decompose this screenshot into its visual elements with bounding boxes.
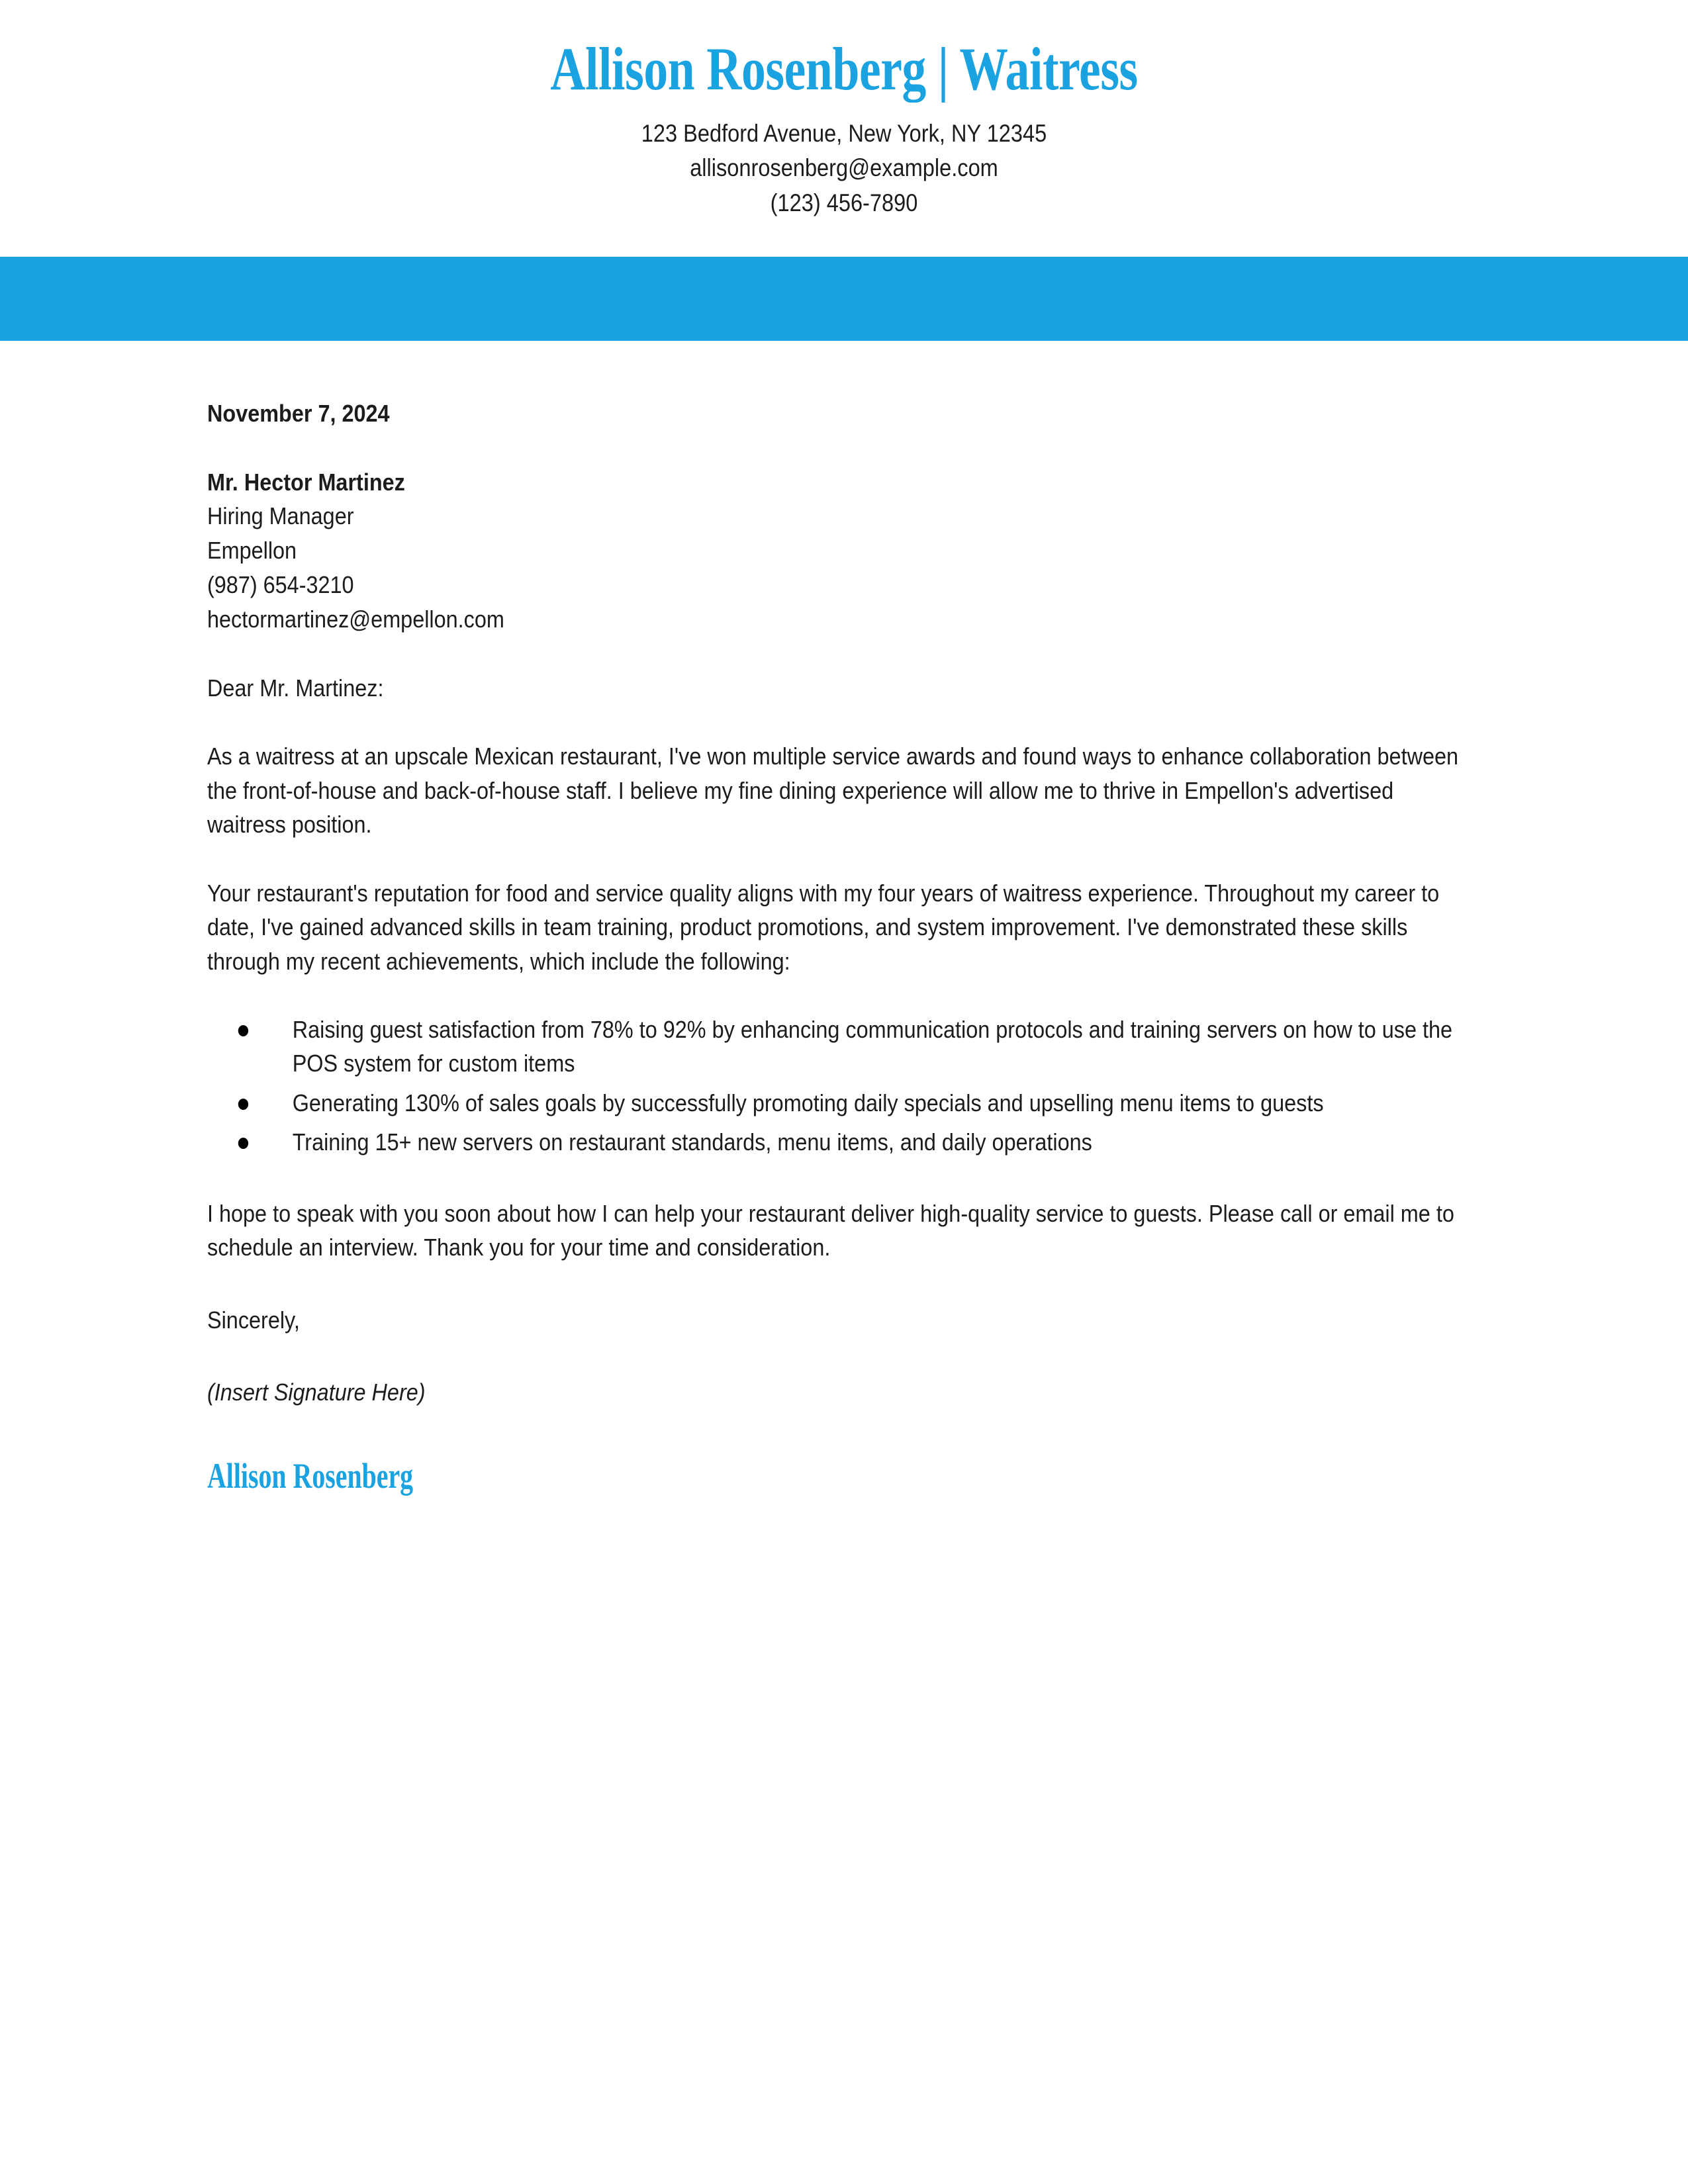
recipient-phone: (987) 654-3210 bbox=[207, 571, 354, 599]
contact-email: allisonrosenberg@example.com bbox=[690, 154, 998, 182]
contact-info-block bbox=[101, 116, 1587, 221]
body-paragraph-1: As a waitress at an upscale Mexican restaurant, I've won multiple service awards and found ways to enhance collaboration between the front-of-house and back-of-house staff. I believe my fine dining experience will allow me to thrive in Empellon's advertised waitress position. bbox=[207, 743, 1459, 839]
list-item bbox=[207, 1125, 1473, 1159]
bullet-point-icon bbox=[238, 1025, 248, 1036]
letter-date: November 7, 2024 bbox=[207, 400, 390, 428]
bullet-point-icon bbox=[238, 1138, 248, 1149]
body-paragraph-2: Your restaurant's reputation for food and service quality aligns with my four years of waitress experience. Throughout my career to date, I've gained advanced skills in team training, product promotions, and system improvement. I've demonstrated these skills through my recent achievements, which include the following: bbox=[207, 879, 1440, 975]
list-item-text: Generating 130% of sales goals by successfully promoting daily specials and upselling menu items to guests bbox=[292, 1089, 1324, 1116]
salutation: Dear Mr. Martinez: bbox=[207, 674, 384, 702]
list-item bbox=[207, 1086, 1473, 1120]
list-item-text: Raising guest satisfaction from 78% to 92% by enhancing communication protocols and training servers on how to use the POS system for custom items bbox=[292, 1016, 1453, 1077]
signoff: Sincerely, bbox=[207, 1306, 300, 1334]
recipient-company: Empellon bbox=[207, 537, 297, 565]
letter-body bbox=[0, 341, 1688, 1502]
achievements-list bbox=[207, 1013, 1473, 1160]
accent-banner bbox=[0, 257, 1688, 341]
recipient-email: hectormartinez@empellon.com bbox=[207, 605, 504, 633]
letterhead-header bbox=[0, 0, 1688, 220]
list-item bbox=[207, 1013, 1473, 1081]
recipient-name: Mr. Hector Martinez bbox=[207, 468, 405, 496]
page-title: Allison Rosenberg | Waitress bbox=[550, 35, 1138, 103]
recipient-job-title: Hiring Manager bbox=[207, 502, 354, 530]
signature-placeholder: (Insert Signature Here) bbox=[207, 1379, 426, 1406]
bullet-point-icon bbox=[238, 1099, 248, 1110]
recipient-block bbox=[207, 465, 1473, 637]
contact-address: 123 Bedford Avenue, New York, NY 12345 bbox=[641, 119, 1047, 147]
body-paragraph-3: I hope to speak with you soon about how I can help your restaurant deliver high-quality service to guests. Please call or email me to schedule an interview. Thank you for your time and consideration. bbox=[207, 1199, 1454, 1261]
signature-name: Allison Rosenberg bbox=[207, 1455, 414, 1496]
list-item-text: Training 15+ new servers on restaurant standards, menu items, and daily operations bbox=[292, 1128, 1092, 1156]
contact-phone: (123) 456-7890 bbox=[770, 189, 918, 216]
